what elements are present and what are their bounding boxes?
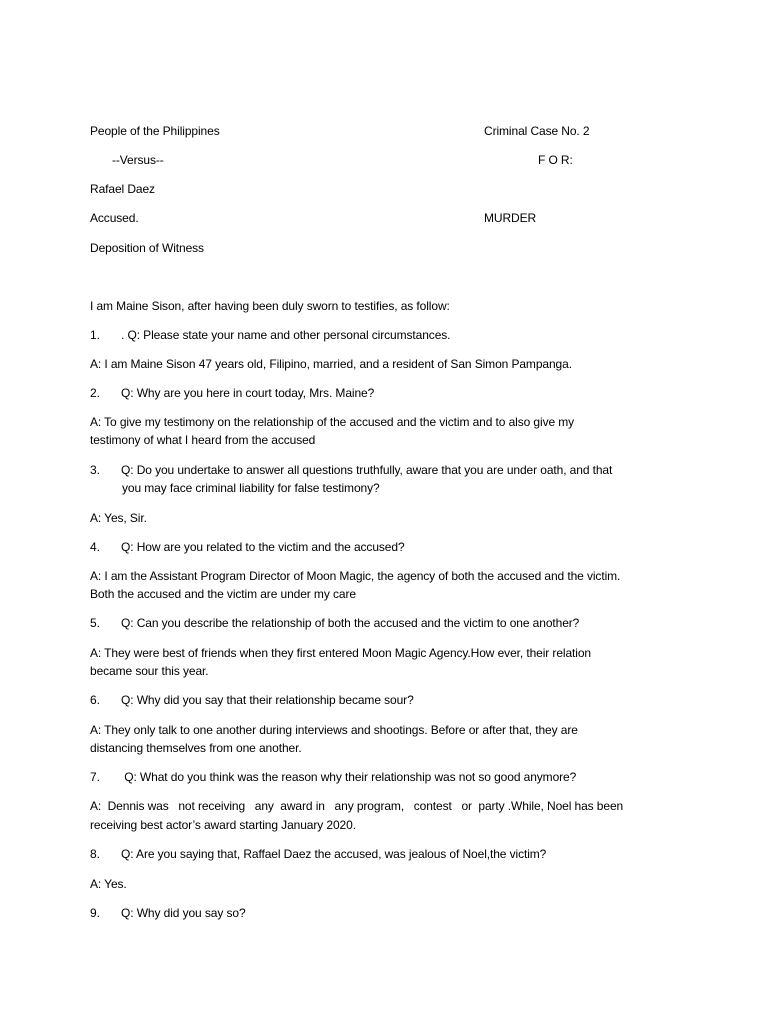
intro-statement: I am Maine Sison, after having been duly sworn to testifies, as follow:	[90, 299, 450, 313]
question-text: Q: How are you related to the victim and the accused?	[121, 540, 405, 554]
question-number: 2.	[90, 386, 100, 400]
answer-6-line-2: distancing themselves from one another.	[90, 741, 302, 755]
answer-6-line-1: A: They only talk to one another during interviews and shootings. Before or after that, they are	[90, 723, 578, 737]
question-6	[90, 691, 414, 709]
case-number: Criminal Case No. 2	[484, 124, 590, 138]
answer-4-line-1: A: I am the Assistant Program Director of Moon Magic, the agency of both the accused and the victim.	[90, 569, 621, 583]
question-number: 9.	[90, 906, 100, 920]
question-2	[90, 384, 374, 402]
question-9	[90, 904, 246, 922]
crime-label: MURDER	[484, 211, 537, 225]
answer-4-line-2: Both the accused and the victim are under my care	[90, 587, 356, 601]
question-3	[90, 461, 612, 479]
question-text: Q: Why did you say that their relationship became sour?	[121, 693, 414, 707]
question-number: 5.	[90, 616, 100, 630]
party-plaintiff: People of the Philippines	[90, 124, 220, 138]
question-number: 7.	[90, 770, 100, 784]
question-text: Q: Can you describe the relationship of both the accused and the victim to one another?	[121, 616, 580, 630]
answer-5-line-1: A: They were best of friends when they first entered Moon Magic Agency.How ever, their relation	[90, 646, 591, 660]
question-4	[90, 538, 405, 556]
answer-7-line-1: A: Dennis was not receiving any award in any program, contest or party .While, Noel has been	[90, 799, 624, 813]
answer-2-line-2: testimony of what I heard from the accused	[90, 433, 316, 447]
accused-name: Rafael Daez	[90, 182, 155, 196]
question-1	[90, 326, 450, 344]
question-5	[90, 614, 579, 632]
question-text: Q: What do you think was the reason why their relationship was not so good anymore?	[121, 770, 577, 784]
question-7	[90, 768, 576, 786]
question-text: Q: Why did you say so?	[121, 906, 246, 920]
question-number: 1.	[90, 328, 100, 342]
answer-7-line-2: receiving best actor’s award starting January 2020.	[90, 818, 356, 832]
question-number: 6.	[90, 693, 100, 707]
question-number: 3.	[90, 463, 100, 477]
answer-3: A: Yes, Sir.	[90, 511, 147, 525]
document-title: Deposition of Witness	[90, 241, 204, 255]
accused-label: Accused.	[90, 211, 139, 225]
question-text: Q: Do you undertake to answer all questions truthfully, aware that you are under oath, and that	[121, 463, 613, 477]
question-8	[90, 845, 546, 863]
question-number: 8.	[90, 847, 100, 861]
versus-label: --Versus--	[112, 153, 164, 167]
question-text: . Q: Please state your name and other personal circumstances.	[121, 328, 451, 342]
question-number: 4.	[90, 540, 100, 554]
answer-5-line-2: became sour this year.	[90, 664, 209, 678]
question-text: Q: Are you saying that, Raffael Daez the accused, was jealous of Noel,the victim?	[121, 847, 547, 861]
answer-2-line-1: A: To give my testimony on the relationship of the accused and the victim and to also give my	[90, 415, 575, 429]
answer-8: A: Yes.	[90, 877, 127, 891]
question-3-line-2: you may face criminal liability for false testimony?	[122, 481, 380, 495]
answer-1: A: I am Maine Sison 47 years old, Filipino, married, and a resident of San Simon Pampanga.	[90, 357, 572, 371]
for-label: F O R:	[538, 153, 573, 167]
question-text: Q: Why are you here in court today, Mrs. Maine?	[121, 386, 375, 400]
